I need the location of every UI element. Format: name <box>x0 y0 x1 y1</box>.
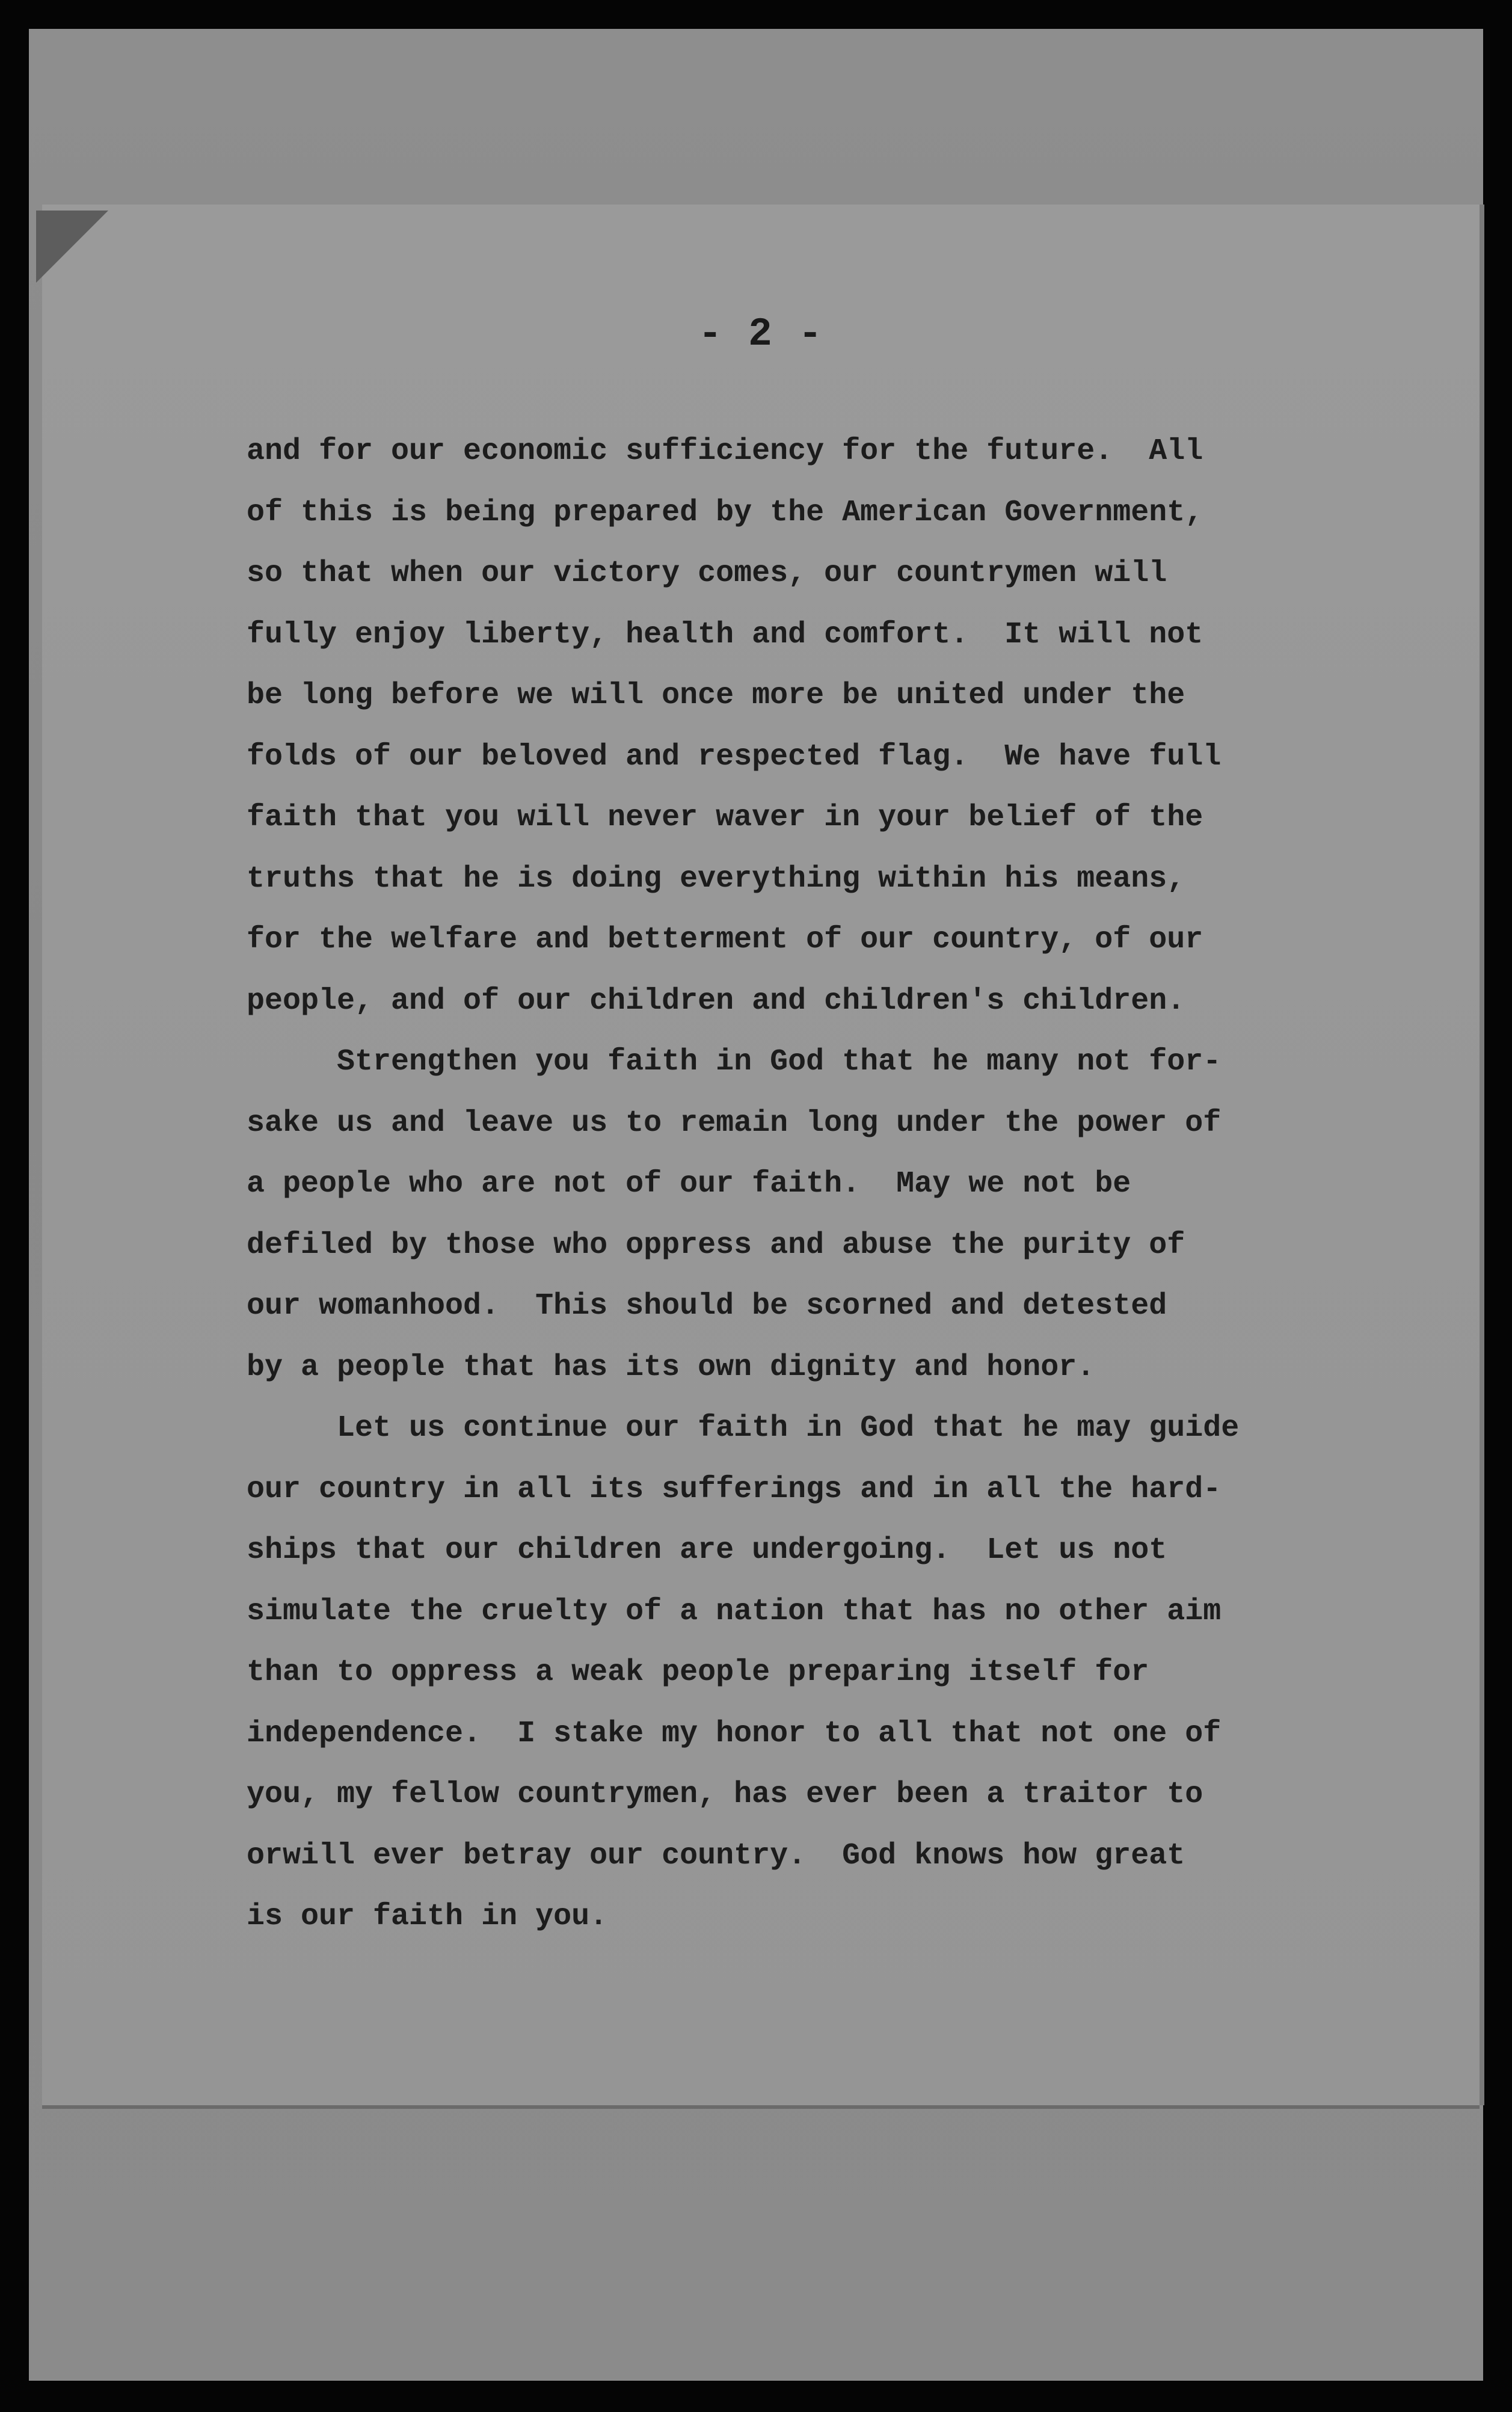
text-line: for the welfare and betterment of our country, of our <box>247 923 1203 957</box>
text-line: is our faith in you. <box>247 1900 608 1934</box>
text-line: our country in all its sufferings and in all the hard- <box>247 1472 1222 1507</box>
text-line: defiled by those who oppress and abuse the purity of <box>247 1228 1185 1263</box>
text-line: be long before we will once more be united under the <box>247 678 1185 713</box>
body-text <box>247 421 1293 1948</box>
text-line: simulate the cruelty of a nation that has no other aim <box>247 1594 1222 1629</box>
text-line: independence. I stake my honor to all that not one of <box>247 1716 1222 1751</box>
text-line: truths that he is doing everything within his means, <box>247 861 1185 896</box>
text-line: people, and of our children and children's children. <box>247 983 1185 1018</box>
text-line: Let us continue our faith in God that he may guide <box>247 1411 1240 1445</box>
text-line: so that when our victory comes, our countrymen will <box>247 556 1167 591</box>
text-line: orwill ever betray our country. God knows how great <box>247 1838 1185 1873</box>
text-line: by a people that has its own dignity and honor. <box>247 1350 1095 1385</box>
text-line: and for our economic sufficiency for the future. All <box>247 434 1203 469</box>
page-number: - 2 - <box>698 312 824 357</box>
text-line: our womanhood. This should be scorned and detested <box>247 1289 1167 1323</box>
text-line: folds of our beloved and respected flag. We have full <box>247 739 1222 774</box>
text-line: faith that you will never waver in your belief of the <box>247 801 1203 835</box>
typed-page <box>42 205 1480 2105</box>
text-line: ships that our children are undergoing. Let us not <box>247 1533 1167 1567</box>
text-line: fully enjoy liberty, health and comfort. It will not <box>247 617 1203 652</box>
text-line: Strengthen you faith in God that he many not for- <box>247 1045 1222 1079</box>
text-line: of this is being prepared by the American Government, <box>247 495 1203 530</box>
text-line: than to oppress a weak people preparing itself for <box>247 1655 1149 1690</box>
text-line: a people who are not of our faith. May we not be <box>247 1167 1131 1201</box>
text-line: sake us and leave us to remain long under the power of <box>247 1106 1222 1140</box>
text-line: you, my fellow countrymen, has ever been a traitor to <box>247 1777 1203 1812</box>
